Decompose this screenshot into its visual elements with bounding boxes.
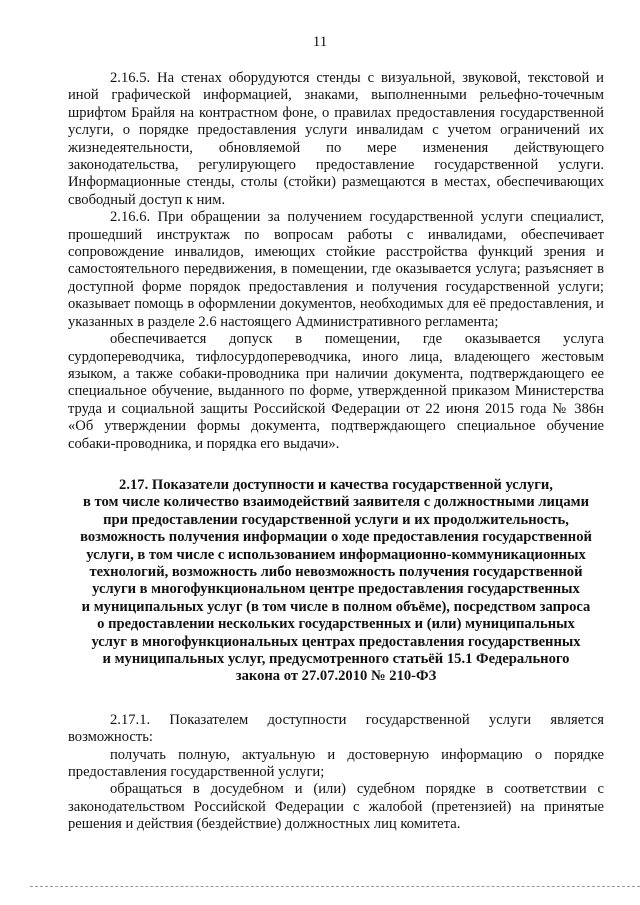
heading-line: в том числе количество взаимодействий заявителя с должностными лицами: [83, 494, 589, 511]
document-body: [68, 70, 604, 834]
heading-line: и муниципальных услуг (в том числе в полном объёме), посредством запроса: [81, 598, 591, 615]
page-bottom-rule: [30, 886, 640, 887]
section-heading-2-17: [68, 477, 604, 686]
heading-line: при предоставлении государственной услуги и их продолжительность,: [103, 511, 569, 528]
heading-line: закона от 27.07.2010 № 210-ФЗ: [235, 668, 437, 685]
heading-line: услуги, в том числе с использованием информационно-коммуникационных: [86, 546, 586, 563]
paragraph-2-16-6: 2.16.6. При обращении за получением государственной услуги специалист, прошедший инструктаж по вопросам работы с инвалидами, обеспечивает сопровождение инвалидов, имеющих стойкие расстройства функций зрения и самостоятельного передвижения, в помещении, где оказывается услуга; разъясняет в доступной форме порядок предоставления и получения государственной услуги; оказывает помощь в оформлении документов, необходимых для её предоставления, и указанных в разделе 2.6 настоящего Административного регламента;: [68, 209, 604, 330]
heading-line: услуги в многофункциональном центре предоставления государственных: [92, 581, 580, 598]
page-number: 11: [312, 34, 328, 50]
heading-line: услуг в многофункциональных центрах предоставления государственных: [91, 633, 581, 650]
heading-line: 2.17. Показатели доступности и качества государственной услуги,: [119, 476, 553, 493]
paragraph-access-admission: обеспечивается допуск в помещении, где оказывается услуга сурдопереводчика, тифлосурдопереводчика, иного лица, владеющего жестовым языком, а также собаки-проводника при наличии документа, подтверждающего ее специальное обучение, выданного по форме, утвержденной приказом Министерства труда и социальной защиты Российской Федерации от 22 июня 2015 года № 386н «Об утверждении формы документа, подтверждающего специальное обучение собаки-проводника, и порядка его выдачи».: [68, 331, 604, 452]
heading-line: и муниципальных услуг, предусмотренного статьёй 15.1 Федерального: [102, 651, 570, 667]
heading-line: технологий, возможность либо невозможность получения государственной: [89, 563, 583, 580]
paragraph-2-17-1: 2.17.1. Показателем доступности государственной услуги является возможность:: [68, 711, 604, 746]
heading-line: о предоставлении нескольких государственных и (или) муниципальных: [97, 616, 575, 633]
paragraph-info-access: получать полную, актуальную и достоверную информацию о порядке предоставления государственной услуги;: [68, 746, 604, 781]
heading-line: возможность получения информации о ходе предоставления государственной: [80, 529, 592, 546]
paragraph-2-16-5: 2.16.5. На стенах оборудуются стенды с визуальной, звуковой, текстовой и иной графической информацией, знаками, выполненными рельефно-точечным шрифтом Брайля на контрастном фоне, о правилах предоставления государственной услуги, о порядке предоставления услуги инвалидам с учетом ограничений их жизнедеятельности, обновляемой по мере изменения действующего законодательства, регулирующего предоставление государственной услуги. Информационные стенды, столы (стойки) размещаются в местах, обеспечивающих свободный доступ к ним.: [68, 70, 604, 208]
paragraph-appeal-right: обращаться в досудебном и (или) судебном порядке в соответствии с законодательством Российской Федерации с жалобой (претензией) на принятые решения и действия (бездействие) должностных лиц комитета.: [68, 781, 604, 833]
